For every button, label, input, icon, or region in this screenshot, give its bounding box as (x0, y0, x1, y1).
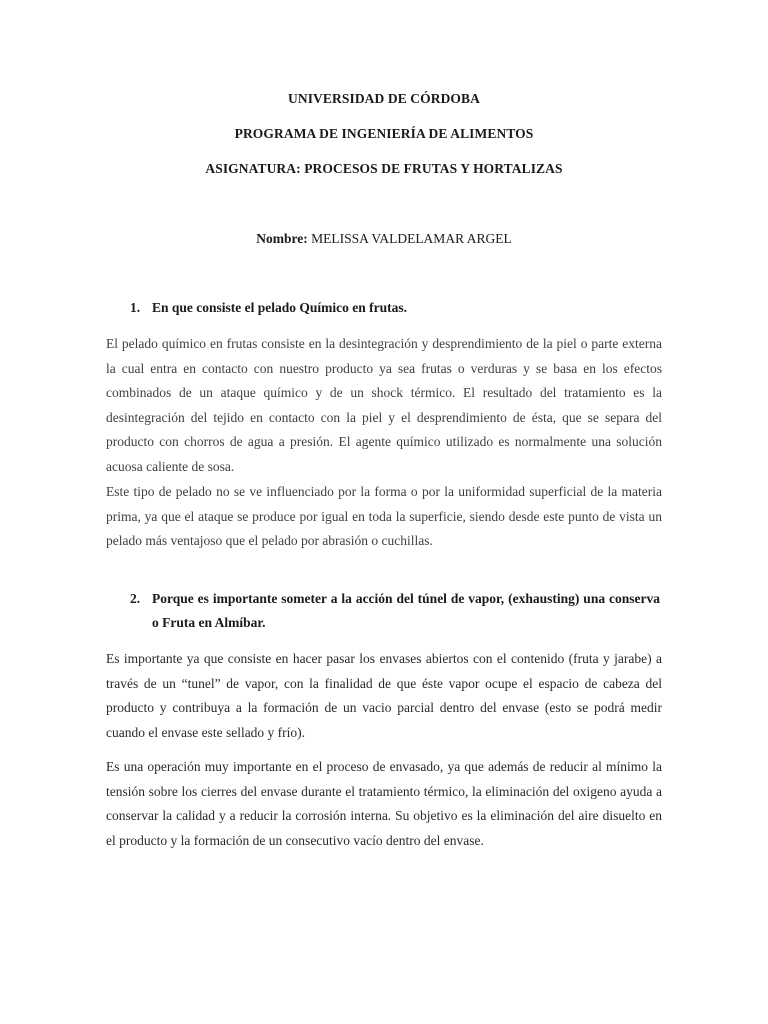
university-title: UNIVERSIDAD DE CÓRDOBA (288, 91, 480, 106)
answer-1-paragraph-1: El pelado químico en frutas consiste en la desintegración y desprendimiento de la piel o parte externa la cual entra en contacto con nuestro producto ya sea frutas o verduras y se basa en los efectos combinados de un ataque químico y de un shock térmico. El resultado del tratamiento es la desintegración del tejido en contacto con la piel y el desprendimiento de ésta, que se separa del producto con chorros de agua a presión. El agente químico utilizado es normalmente una solución acuosa caliente de sosa. (106, 336, 662, 474)
question-2-number: 2. (130, 591, 141, 606)
program-title: PROGRAMA DE INGENIERÍA DE ALIMENTOS (234, 126, 534, 141)
question-1 (130, 296, 660, 320)
student-name-label: Nombre: (256, 231, 308, 246)
question-2 (130, 587, 660, 635)
answer-2-paragraph-2: Es una operación muy importante en el proceso de envasado, ya que además de reducir al mínimo la tensión sobre los cierres del envase durante el tratamiento térmico, la eliminación del oxigeno ayuda a conservar la calidad y a reducir la corrosión interna. Su objetivo es la eliminación del aire disuelto en el producto y la formación de un consecutivo vacío dentro del envase. (106, 759, 662, 848)
answer-1-paragraph-2: Este tipo de pelado no se ve influenciado por la forma o por la uniformidad superficial de la materia prima, ya que el ataque se produce por igual en toda la superficie, siendo desde este punto de vista un pelado más ventajoso que el pelado por abrasión o cuchillas. (106, 484, 662, 549)
question-1-title: En que consiste el pelado Químico en frutas. (152, 300, 408, 315)
question-1-number: 1. (130, 300, 141, 315)
question-2-title: Porque es importante someter a la acción del túnel de vapor, (exhausting) una conserva o Fruta en Almíbar. (152, 591, 660, 630)
answer-2-paragraph-1: Es importante ya que consiste en hacer pasar los envases abiertos con el contenido (fruta y jarabe) a través de un “tunel” de vapor, con la finalidad de que éste vapor ocupe el espacio de cabeza del producto y contribuya a la formación de un vacio parcial dentro del envase (esto se podrá medir cuando el envase este sellado y frío). (106, 651, 662, 740)
course-title: ASIGNATURA: PROCESOS DE FRUTAS Y HORTALIZAS (205, 161, 563, 176)
student-name-line (0, 231, 768, 247)
student-name-value: MELISSA VALDELAMAR ARGEL (307, 231, 512, 246)
